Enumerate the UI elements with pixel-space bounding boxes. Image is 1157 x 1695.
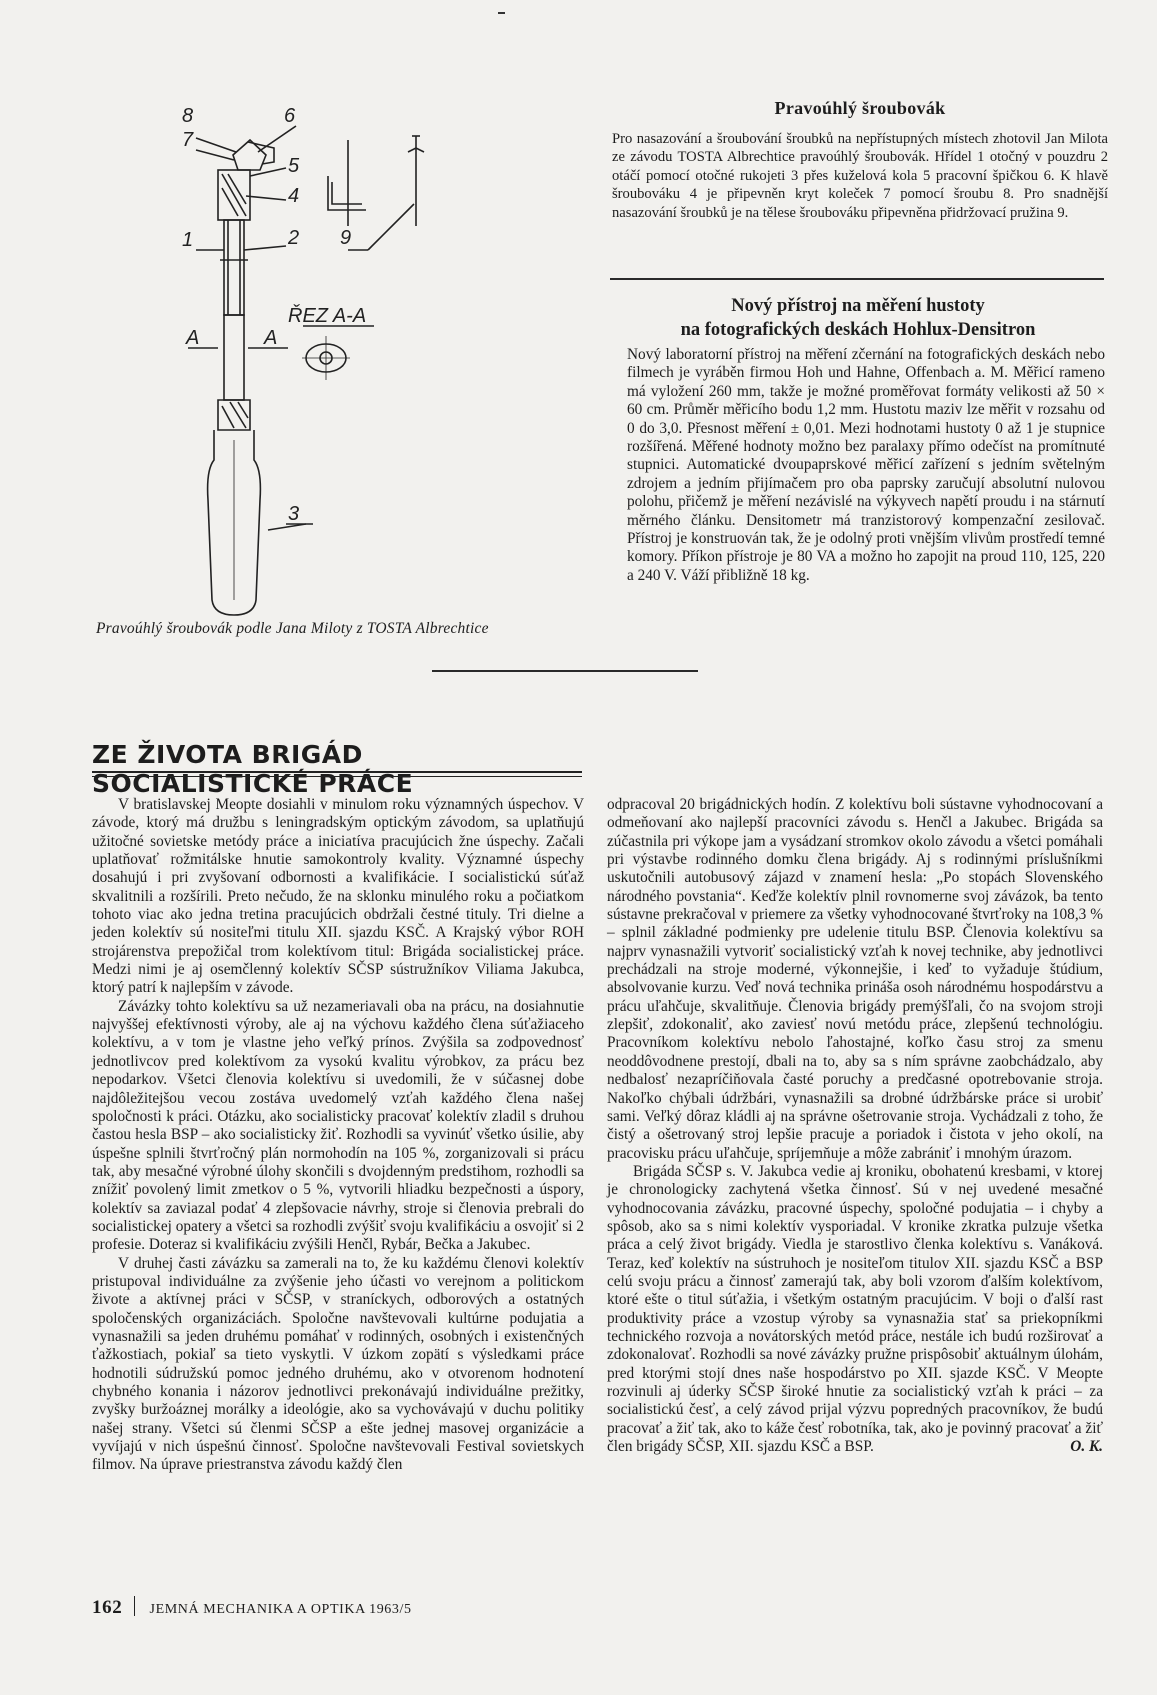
print-mark <box>498 12 505 14</box>
label-4: 4 <box>288 185 300 207</box>
journal-name: JEMNÁ MECHANIKA A OPTIKA 1963/5 <box>149 1602 412 1617</box>
divider-rule-center <box>432 670 698 672</box>
article-2-body: Nový laboratorní přístroj na měření zčernání na fotografických deskách nebo filmech je vyráběn firmou Hoh und Hahne, Offenbach a. M. Měřicí rameno má vyložení 260 mm, takže je možné proměřovat formáty velikosti až 50 × 60 cm. Průměr měřicího bodu 1,2 mm. Hustotu maziv lze měřit v rozsahu od 0 do 3,0. Přesnost měření ± 0,01. Mezi hodnotami hustoty 0 až 1 je stupnice rozšířená. Měřené hodnoty možno bez paralaxy přímo odečíst na promítnuté stupnici. Automatické dvoupaprskové měřicí zařízení s jedním světelným zdrojem a jedním přijímačem pro oba paprsky zaručují absolutní nulovou polohu, přičemž je měření nezávislé na výkyvech napětí proudu i na stárnutí měrného článku. Densitometr má tranzistorový kompenzační zesilovač. Přístroj je konstruován tak, že je odolný proti vnějším vlivům prostředí temné komory. Příkon přístroje je 80 VA a možno ho zapojit na proud 110, 125, 220 a 240 V. Váží přibližně 18 kg. <box>627 346 1105 584</box>
figure-caption: Pravoúhlý šroubovák podle Jana Miloty z TOSTA Albrechtice <box>96 620 489 637</box>
label-3: 3 <box>288 503 300 525</box>
paragraph: V druhej časti závázku sa zamerali na to, že ku každému členovi kolektív pristupoval individuálne za zvýšenie jeho účasti vo verejnom a politickom živote a aktívnej práci v SČSP, v straníckych, odborových a ostatných spoločenských organizáciách. Spoločne navštevovali kultúrne podujatia a vynasnažili sa jeden druhému pomáhať v rodinných, osobných i existenčných ťažkostiach, pokiaľ sa tieto vyskytli. V úzkom zopätí s výsledkami práce hodnotili súdružskú pomoc jedného druhému, ako v otvorenom hodnotení chybného konania i názorov jednotlivci prekonávajú individuálne prežitky, zvyšky buržoáznej morálky a ideológie, ako sa vychovávajú v duchu politiky našej strany. Všetci sú členmi SČSP a ešte jednej masovej organizácie a vyvíjajú v nich úspešnú činnosť. Spoločne navštevovali Festival sovietskych filmov. Na úprave priestranstva závodu každý člen <box>92 1254 584 1474</box>
article-1-body: Pro nasazování a šroubování šroubků na nepřístupných místech zhotovil Jan Milota ze závodu TOSTA Albrechtice pravoúhlý šroubovák. Hřídel 1 otočný v pouzdru 2 otáčí pomocí otočné rukojeti 3 přes kuželová kola 5 pracovní špičkou 6. K hlavě šroubováku 4 je připevněn kryt koleček 7 pomocí šroubu 8. Pro snadnější nasazování šroubků je na tělese šroubováku připevněna přidržovací pružina 9. <box>612 131 1108 221</box>
section-rule-thin <box>92 776 582 777</box>
page-footer <box>92 1596 692 1619</box>
paragraph <box>607 1163 1103 1457</box>
label-6: 6 <box>284 105 296 127</box>
left-column <box>92 796 584 1475</box>
label-2: 2 <box>288 227 300 249</box>
screwdriver-figure <box>178 100 598 660</box>
label-7: 7 <box>182 129 194 151</box>
paragraph: Závázky tohto kolektívu sa už nezameriavali oba na prácu, na dosiahnutie najvyššej efektívnosti výroby, ale aj na výchovu každého člena súťažiaceho kolektívu, a v tom je vlastne jeho veľký prínos. Zvýšila sa zodpovednosť jednotlivcov pred kolektívom za vysokú kvalitu výrobkov, za prácu bez nepodarkov. Všetci členovia kolektívu si uvedomili, že v súčasnej dobe najdôležitejšou vecou zostáva uvedomelý vzťah každého člena našej spoločnosti k práci. Otázku, ako socialisticky pracovať kolektív zladil s druhou častou hesla BSP – ako socialisticky žiť. Rozhodli sa vyvinúť všetko úsilie, aby úspešne splnili štvrťročný plán normohodín na 105 %, zorganizovali si prácu tak, aby mesačné výrobné úlohy skončili s dvojdenným predstihom, rozhodli sa znížiť povolený limit zmetkov o 5 %, vytvorili hliadku bezpečnosti a úspory, kolektív sa zaviazal podať 4 zlepšovacie návrhy, stroje si členovia prebrali do socialistickej opatery a všetci sa rozhodli zvýšiť svoju kvalifikáciu a osvojiť si 2 profesie. Doteraz si kvalifikáciu zvýšili Henčl, Rybár, Bečka a Jakubec. <box>92 997 584 1254</box>
divider-rule <box>610 278 1104 280</box>
article-2-title <box>610 294 1106 342</box>
screwdriver-drawing <box>178 100 598 660</box>
footer-divider <box>134 1596 135 1616</box>
label-8: 8 <box>182 105 194 127</box>
paragraph: V bratislavskej Meopte dosiahli v minulom roku významných úspechov. V závode, ktorý má družbu s leningradským optickým závodom, sa uplatňujú užitočné sovietske metódy práce a iniciatíva pracujúcich žne úspechy. Začali uplatňovať rožmitálske hnutie samokontroly kvality. Významné úspechy dosahujú i pri zvyšovaní odbornosti a kvalifikácie. I socialistickú súťaž skvalitnili a rozšírili. Preto nečudo, že na sklonku minulého roku a počiatkom tohoto viac ako jedna tretina pracujúcich obdržali čestné tituly. Tri dielne a jeden kolektív sú nositeľmi titulu XII. sjazdu KSČ. A Krajský výbor ROH strojárenstva prepožičal trom kolektívom titul: Brigáda socialistickej práce. Medzi nimi je aj osemčlenný kolektív SČSP sústružníkov Viliama Jakubca, ktorý patrí k najlepším v závode. <box>92 796 584 997</box>
article-1-title: Pravoúhlý šroubovák <box>774 98 946 118</box>
paragraph-text: Brigáda SČSP s. V. Jakubca vedie aj kroniku, obohatenú kresbami, v ktorej je chronologicky zachytená všetka činnosť. Sú v nej uvedené mesačné vyhodnocovania závázku, pracovné úspechy, spoločné podujatia – i chyby a spôsob, ako sa s nimi kolektív vysporiadal. V kronike zkratka pulzuje všetka práca a celý život brigády. Viedla je starostlivo členka kolektívu s. Vanáková. Teraz, keď kolektív na sústruhoch je nositeľom titulov XII. sjazdu KSČ a BSP celú svoju prácu a činnosť zamerajú tak, aby boli vzorom ďalším kolektívom, ktoré ešte o titul súťažia, i všetkým ostatným pracujúcim. V boji o ďalší rast produktivity práce a vzostup výroby sa vynasnažia stať sa priekopníkmi technického rozvoja a novátorských metód práce, nestále ich budú rozširovať a zdokonalovať. Rozhodli sa nové závázky pružne prispôsobiť aktuálnym úlohám, pred ktorými stojí dnes naše hospodárstvo po XII. sjazde KSČ. V Meopte rozvinuli aj úderky SČSP široké hnutie za socialistický vzťah k práci – za socialistickú česť, a celý závod prijal výzvu popredných pracovníkov, že budú pracovať a žiť tak, ako to káže česť robotníka, tak, ako je povinný pracovať a žiť člen brigády SČSP, XII. sjazdu KSČ a BSP. <box>607 1162 1103 1456</box>
section-rule <box>92 771 582 773</box>
right-column <box>607 796 1103 1456</box>
label-1: 1 <box>182 229 194 251</box>
label-5: 5 <box>288 155 300 177</box>
article-2-title-line1: Nový přístroj na měření hustoty <box>731 296 985 316</box>
section-title: ZE ŽIVOTA BRIGÁD SOCIALISTICKÉ PRÁCE <box>92 740 414 798</box>
label-a-left: A <box>186 327 200 349</box>
label-9: 9 <box>340 227 352 249</box>
article-2-title-line2: na fotografických deskách Hohlux-Densitron <box>680 320 1036 340</box>
label-a-right: A <box>264 327 278 349</box>
paragraph: odpracoval 20 brigádnických hodín. Z kolektívu boli sústavne vyhodnocovaní a odmeňovaní ako najlepší pracovníci závodu s. Henčl a Jakubec. Brigáda sa zúčastnila pri výkope jam a vysádzaní stromkov okolo závodu a všetci pomáhali pri výstavbe rodinného domku člena brigády. Aj s rodinnými príslušníkmi uskutočnili autobusový zájazd v znamení hesla: „Po stopách Slovenského národného povstania“. Keďže kolektív plnil rovnomerne svoj závázok, ba tento sústavne prekračoval v priemere za všetky vyhodnocované štvrťroky na 108,3 % – splnil základné podmienky pre udelenie titulu BSP. Členovia kolektívu sa najprv vynasnažili vytvoriť socialistický vzťah k novej technike, aby jednotlivci prechádzali na stroje moderné, výkonnejšie, i keď to vyžaduje štúdium, absolvovanie kurzu. Veď nová technika prináša osoh národnému hospodárstvu a prácu uľahčuje, skvalitňuje. Členovia brigády premýšľali, čo na svojom stroji zlepšiť, zdokonaliť, ako zaviesť novú metódu práce, zlepšenú technológiu. Pracovníkom kolektívu nebolo ľahostajné, koľko času stroj za smenu neoddôvodnene prestojí, dbali na to, aby sa s ním správne zaobchádzalo, aby nedbalosť nezapríčiňovala časté poruchy a predčasné opotrebovanie stroja. Nakoľko chýbali údržbári, vynasnažili sa drobné údržbárske práce si urobiť sami. Veľký dôraz kládli aj na správne ošetrovanie stroja. Vychádzali z toho, že čistý a ošetrovaný stroj lepšie pracuje a poriadok i čistota v jeho okolí, na pracovisku prácu uľahčuje, spríjemňuje a môže zabrániť i mnohým úrazom. <box>607 796 1103 1162</box>
author-signature: O. K. <box>1070 1438 1103 1456</box>
section-label: ŘEZ A-A <box>288 305 367 327</box>
page-number: 162 <box>92 1597 123 1618</box>
